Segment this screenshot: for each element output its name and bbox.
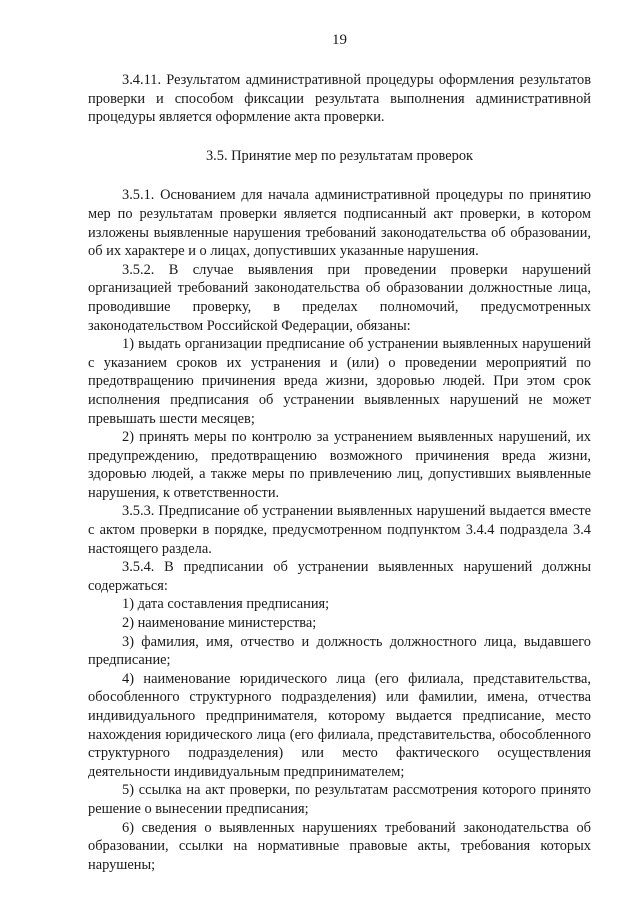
paragraph-3-5-3: 3.5.3. Предписание об устранении выявленных нарушений выдается вместе с актом проверки в порядке, предусмотренном подпунктом 3.4.4 подраздела 3.4 настоящего раздела. — [88, 503, 591, 557]
list-item-3-5-4-5: 5) ссылка на акт проверки, по результатам рассмотрения которого принято решение о вынесении предписания; — [88, 782, 591, 817]
list-item-3-5-4-6: 6) сведения о выявленных нарушениях требований законодательства об образовании, ссылки на нормативные правовые акты, требования которых нарушены; — [88, 819, 591, 873]
paragraph-3-5-1: 3.5.1. Основанием для начала административной процедуры по принятию мер по результатам проверки является подписанный акт проверки, в котором изложены выявленные нарушения требований законодательства об образовании, об их характере и о лицах, допустивших указанные нарушения. — [88, 187, 591, 260]
section-heading-3-5: 3.5. Принятие мер по результатам проверок — [205, 147, 474, 164]
paragraph-3-4-11: 3.4.11. Результатом административной процедуры оформления результатов проверки и способом фиксации результата выполнения административной процедуры является оформление акта проверки. — [88, 72, 591, 126]
list-item-3-5-2-2: 2) принять меры по контролю за устранением выявленных нарушений, их предупреждению, предотвращению возможного причинения вреда жизни, здоровью людей, а также меры по привлечению лиц, допустивших выявленные нарушения, к ответственности. — [88, 429, 591, 501]
list-item-3-5-4-3: 3) фамилия, имя, отчество и должность должностного лица, выдавшего предписание; — [88, 633, 591, 669]
list-item-3-5-4-4: 4) наименование юридического лица (его филиала, представительства, обособленного структурного подразделения) или фамилии, имена, отчества индивидуального предпринимателя, которому выдается предписание, место нахождения юридического лица (его филиала, представительства, обособленного структурного подразделения) или место фактического осуществления деятельности индивидуальным предпринимателем; — [88, 670, 591, 780]
list-item-3-5-2-1: 1) выдать организации предписание об устранении выявленных нарушений с указанием сроков их устранения и (или) о проведении мероприятий по предотвращению причинения вреда жизни, здоровью людей. При этом срок исполнения предписания об устранении выявленных нарушений не может превышать шести месяцев; — [88, 336, 591, 427]
document-body — [88, 71, 591, 874]
paragraph-3-5-4: 3.5.4. В предписании об устранении выявленных нарушений должны содержаться: — [88, 559, 591, 594]
page-number: 19 — [332, 32, 347, 48]
paragraph-3-5-2: 3.5.2. В случае выявления при проведении проверки нарушений организацией требований законодательства об образовании должностные лица, проводившие проверку, в пределах полномочий, предусмотренных законодательством Российской Федерации, обязаны: — [88, 261, 591, 334]
list-item-3-5-4-1: 1) дата составления предписания; — [122, 596, 330, 613]
list-item-3-5-4-2: 2) наименование министерства; — [122, 615, 317, 632]
